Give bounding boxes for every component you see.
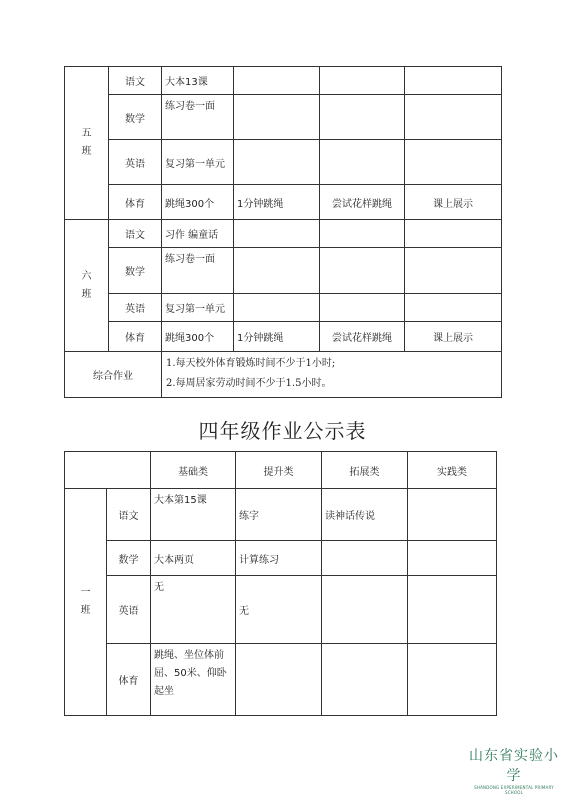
improve-cell — [234, 67, 320, 95]
practice-cell — [405, 140, 502, 185]
basic-cell: 练习卷一面 — [162, 95, 234, 140]
extend-cell — [320, 220, 405, 248]
header-basic: 基础类 — [151, 452, 236, 489]
class-label: 一 班 — [65, 489, 107, 716]
school-logo-name: 山东省实验小学 — [469, 748, 559, 784]
improve-cell: 无 — [236, 576, 322, 644]
header-practice: 实践类 — [408, 452, 497, 489]
header-corner — [65, 452, 151, 489]
basic-cell: 跳绳300个 — [162, 322, 234, 352]
subject-cell: 英语 — [107, 576, 151, 644]
improve-cell — [234, 248, 320, 294]
school-logo-english: SHANDONG EXPERIMENTAL PRIMARY SCHOOL — [474, 785, 554, 795]
subject-cell: 英语 — [109, 140, 162, 185]
summary-notes — [162, 352, 502, 398]
extend-cell: 读神话传说 — [322, 489, 408, 541]
extend-cell — [322, 576, 408, 644]
extend-cell — [320, 95, 405, 140]
class-label: 六 班 — [65, 220, 109, 352]
basic-cell: 大本13课 — [162, 67, 234, 95]
school-logo — [468, 745, 560, 795]
practice-cell — [408, 541, 497, 576]
extend-cell — [322, 541, 408, 576]
basic-cell: 无 — [151, 576, 236, 644]
subject-cell: 语文 — [107, 489, 151, 541]
basic-cell: 复习第一单元 — [162, 294, 234, 322]
improve-cell — [234, 140, 320, 185]
practice-cell — [408, 644, 497, 716]
improve-cell — [236, 644, 322, 716]
practice-cell — [408, 489, 497, 541]
practice-cell: 课上展示 — [405, 322, 502, 352]
basic-cell: 习作 编童话 — [162, 220, 234, 248]
grade4-homework-table — [64, 451, 497, 716]
improve-cell — [234, 294, 320, 322]
summary-note: 2.每周居家劳动时间不少于1.5小时。 — [166, 378, 332, 389]
subject-cell: 数学 — [109, 248, 162, 294]
extend-cell — [320, 67, 405, 95]
header-improve: 提升类 — [236, 452, 322, 489]
basic-cell: 跳绳300个 — [162, 185, 234, 220]
improve-cell: 1分钟跳绳 — [234, 185, 320, 220]
practice-cell — [405, 294, 502, 322]
improve-cell — [234, 220, 320, 248]
practice-cell — [405, 95, 502, 140]
subject-cell: 体育 — [107, 644, 151, 716]
subject-cell: 英语 — [109, 294, 162, 322]
practice-cell — [408, 576, 497, 644]
practice-cell — [405, 248, 502, 294]
basic-cell: 复习第一单元 — [162, 140, 234, 185]
extend-cell — [320, 248, 405, 294]
improve-cell: 计算练习 — [236, 541, 322, 576]
subject-cell: 数学 — [109, 95, 162, 140]
basic-cell: 大本两页 — [151, 541, 236, 576]
summary-label: 综合作业 — [65, 352, 162, 398]
extend-cell — [320, 294, 405, 322]
grade-homework-table-top — [64, 66, 502, 398]
class-label: 五 班 — [65, 67, 109, 220]
practice-cell — [405, 67, 502, 95]
subject-cell: 语文 — [109, 67, 162, 95]
improve-cell: 练字 — [236, 489, 322, 541]
subject-cell: 体育 — [109, 322, 162, 352]
practice-cell — [405, 220, 502, 248]
extend-cell — [322, 644, 408, 716]
extend-cell: 尝试花样跳绳 — [320, 322, 405, 352]
improve-cell — [234, 95, 320, 140]
page-title: 四年级作业公示表 — [198, 419, 367, 443]
summary-note: 1.每天校外体育锻炼时间不少于1小时; — [166, 358, 336, 369]
subject-cell: 语文 — [109, 220, 162, 248]
extend-cell — [320, 140, 405, 185]
improve-cell: 1分钟跳绳 — [234, 322, 320, 352]
header-extend: 拓展类 — [322, 452, 408, 489]
basic-cell: 练习卷一面 — [162, 248, 234, 294]
basic-cell: 跳绳、坐位体前屈、50米、仰卧起坐 — [151, 644, 236, 716]
subject-cell: 体育 — [109, 185, 162, 220]
extend-cell: 尝试花样跳绳 — [320, 185, 405, 220]
basic-cell: 大本第15课 — [151, 489, 236, 541]
practice-cell: 课上展示 — [405, 185, 502, 220]
subject-cell: 数学 — [107, 541, 151, 576]
